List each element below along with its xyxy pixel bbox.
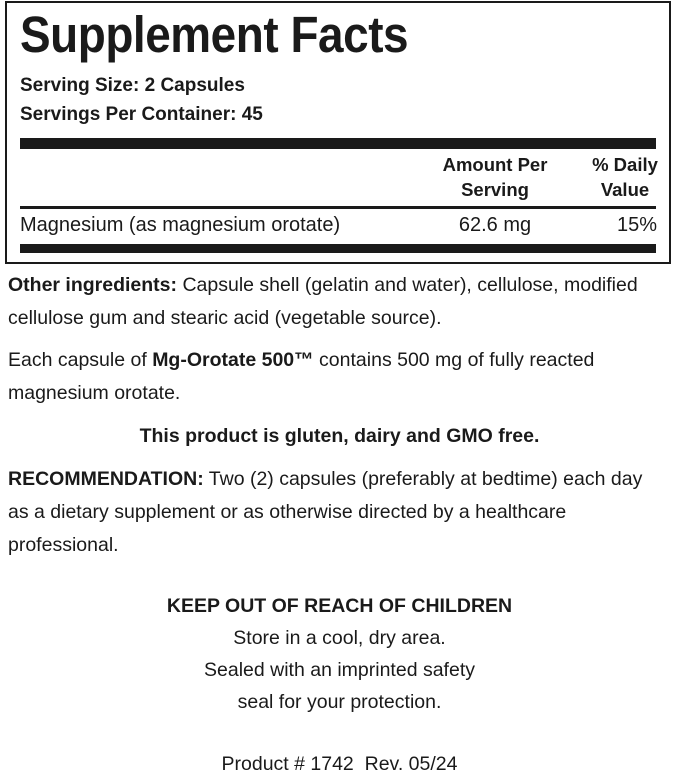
recommendation-label: RECOMMENDATION: bbox=[8, 468, 204, 490]
capsule-product-name: Mg-Orotate 500™ bbox=[152, 349, 314, 371]
other-ingredients-text: Capsule shell (gelatin and water), cellulose, modified cellulose gum and stearic acid (vegetable source). bbox=[8, 274, 638, 329]
nutrient-daily-value: 15% bbox=[616, 214, 657, 236]
dv-header-line1: % Daily bbox=[592, 154, 658, 175]
servings-per-container: Servings Per Container: 45 bbox=[20, 104, 263, 125]
recommendation bbox=[8, 463, 658, 562]
bottom-divider bbox=[20, 244, 656, 253]
column-header-daily-value bbox=[579, 152, 671, 202]
storage-line: Store in a cool, dry area. bbox=[233, 627, 446, 649]
recommendation-text: Two (2) capsules (preferably at bedtime) each day as a dietary supplement or as otherwise directed by a healthcare professional. bbox=[8, 468, 643, 556]
thick-divider bbox=[20, 138, 656, 149]
seal-line-1: Sealed with an imprinted safety bbox=[204, 659, 475, 681]
column-header-amount bbox=[422, 152, 568, 202]
amount-header-line2: Serving bbox=[461, 179, 529, 200]
capsule-suffix: contains 500 mg of fully reacted magnesium orotate. bbox=[8, 349, 595, 404]
other-ingredients-label: Other ingredients: bbox=[8, 274, 178, 296]
capsule-prefix: Each capsule of bbox=[8, 349, 153, 371]
seal-line-2: seal for your protection. bbox=[237, 691, 442, 713]
nutrient-name: Magnesium (as magnesium orotate) bbox=[20, 214, 341, 236]
allergen-free-statement: This product is gluten, dairy and GMO free. bbox=[139, 425, 540, 447]
warnings-block bbox=[0, 590, 679, 718]
thin-divider bbox=[20, 206, 656, 209]
product-code: Product # 1742 Rev. 05/24 bbox=[221, 753, 458, 775]
dv-header-line2: Value bbox=[600, 179, 650, 200]
supplement-facts-panel bbox=[5, 1, 671, 264]
amount-header-line1: Amount Per bbox=[442, 154, 548, 175]
facts-title: Supplement Facts bbox=[20, 6, 409, 63]
other-ingredients bbox=[8, 269, 658, 335]
capsule-statement bbox=[8, 344, 658, 410]
warning-heading: KEEP OUT OF REACH OF CHILDREN bbox=[166, 595, 513, 617]
nutrient-amount: 62.6 mg bbox=[458, 214, 532, 236]
serving-size: Serving Size: 2 Capsules bbox=[20, 75, 245, 96]
